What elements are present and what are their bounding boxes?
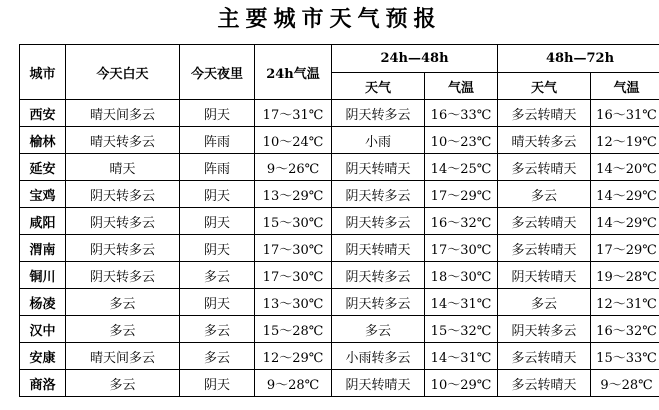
temp-48h-cell: 14～25℃: [425, 154, 498, 181]
table-row: [20, 343, 659, 370]
city-cell: 延安: [20, 154, 66, 181]
forecast-table: [19, 44, 659, 397]
weather-72h-cell: 多云转晴天: [498, 208, 591, 235]
temp-48h-cell: 10～29℃: [425, 370, 498, 397]
temp-72h-cell: 14～20℃: [591, 154, 659, 181]
city-cell: 渭南: [20, 235, 66, 262]
header-city: 城市: [20, 45, 66, 100]
table-row: [20, 100, 659, 127]
weather-72h-cell: 晴天转多云: [498, 127, 591, 154]
temp-24h-cell: 15～30℃: [255, 208, 332, 235]
today-day-cell: 阴天转多云: [66, 208, 180, 235]
weather-72h-cell: 多云: [498, 289, 591, 316]
temp-48h-cell: 16～33℃: [425, 100, 498, 127]
weather-48h-cell: 阴天转多云: [332, 181, 425, 208]
today-night-cell: 阴天: [180, 100, 255, 127]
city-cell: 咸阳: [20, 208, 66, 235]
temp-48h-cell: 15～32℃: [425, 316, 498, 343]
header-temp-72h: 气温: [591, 73, 659, 100]
weather-48h-cell: 阴天转多云: [332, 100, 425, 127]
temp-48h-cell: 16～32℃: [425, 208, 498, 235]
today-night-cell: 阴天: [180, 181, 255, 208]
temp-48h-cell: 18～30℃: [425, 262, 498, 289]
today-day-cell: 阴天转多云: [66, 235, 180, 262]
temp-24h-cell: 10～24℃: [255, 127, 332, 154]
header-temp-24h: 24h气温: [255, 45, 332, 100]
temp-24h-cell: 15～28℃: [255, 316, 332, 343]
city-cell: 宝鸡: [20, 181, 66, 208]
table-row: [20, 289, 659, 316]
table-row: [20, 127, 659, 154]
today-night-cell: 阴天: [180, 289, 255, 316]
temp-72h-cell: 16～31℃: [591, 100, 659, 127]
header-today-night: 今天夜里: [180, 45, 255, 100]
weather-48h-cell: 阴天转晴天: [332, 235, 425, 262]
header-weather-72h: 天气: [498, 73, 591, 100]
today-day-cell: 晴天间多云: [66, 100, 180, 127]
temp-72h-cell: 19～28℃: [591, 262, 659, 289]
today-night-cell: 多云: [180, 262, 255, 289]
page-title: 主要城市天气预报: [217, 6, 442, 32]
weather-48h-cell: 小雨转多云: [332, 343, 425, 370]
temp-72h-cell: 12～19℃: [591, 127, 659, 154]
weather-72h-cell: 多云: [498, 181, 591, 208]
today-day-cell: 多云: [66, 289, 180, 316]
table-row: [20, 154, 659, 181]
table-row: [20, 181, 659, 208]
today-day-cell: 多云: [66, 316, 180, 343]
header-today-day: 今天白天: [66, 45, 180, 100]
temp-72h-cell: 14～29℃: [591, 181, 659, 208]
today-day-cell: 阴天转多云: [66, 262, 180, 289]
weather-48h-cell: 阴天转晴天: [332, 154, 425, 181]
today-night-cell: 多云: [180, 316, 255, 343]
city-cell: 商洛: [20, 370, 66, 397]
temp-72h-cell: 9～28℃: [591, 370, 659, 397]
temp-24h-cell: 17～31℃: [255, 100, 332, 127]
temp-72h-cell: 17～29℃: [591, 235, 659, 262]
header-weather-48h: 天气: [332, 73, 425, 100]
today-night-cell: 阴天: [180, 208, 255, 235]
temp-24h-cell: 13～30℃: [255, 289, 332, 316]
weather-48h-cell: 阴天转多云: [332, 208, 425, 235]
today-day-cell: 阴天转多云: [66, 181, 180, 208]
today-night-cell: 阵雨: [180, 127, 255, 154]
weather-72h-cell: 多云转晴天: [498, 100, 591, 127]
temp-48h-cell: 10～23℃: [425, 127, 498, 154]
weather-72h-cell: 阴天转多云: [498, 316, 591, 343]
header-group-48-72h: 48h—72h: [498, 45, 659, 73]
city-cell: 榆林: [20, 127, 66, 154]
today-day-cell: 晴天: [66, 154, 180, 181]
weather-72h-cell: 多云转晴天: [498, 370, 591, 397]
city-cell: 西安: [20, 100, 66, 127]
weather-72h-cell: 多云转晴天: [498, 235, 591, 262]
temp-24h-cell: 17～30℃: [255, 235, 332, 262]
weather-48h-cell: 阴天转多云: [332, 262, 425, 289]
weather-48h-cell: 多云: [332, 316, 425, 343]
weather-48h-cell: 阴天转晴天: [332, 370, 425, 397]
temp-48h-cell: 14～31℃: [425, 343, 498, 370]
weather-72h-cell: 多云转晴天: [498, 343, 591, 370]
temp-24h-cell: 9～26℃: [255, 154, 332, 181]
weather-48h-cell: 阴天转多云: [332, 289, 425, 316]
today-day-cell: 晴天转多云: [66, 127, 180, 154]
city-cell: 汉中: [20, 316, 66, 343]
temp-48h-cell: 17～29℃: [425, 181, 498, 208]
temp-48h-cell: 14～31℃: [425, 289, 498, 316]
header-group-24-48h: 24h—48h: [332, 45, 498, 73]
today-day-cell: 多云: [66, 370, 180, 397]
today-day-cell: 晴天间多云: [66, 343, 180, 370]
table-row: [20, 235, 659, 262]
weather-48h-cell: 小雨: [332, 127, 425, 154]
temp-72h-cell: 15～33℃: [591, 343, 659, 370]
city-cell: 铜川: [20, 262, 66, 289]
temp-24h-cell: 17～30℃: [255, 262, 332, 289]
today-night-cell: 阴天: [180, 370, 255, 397]
temp-48h-cell: 17～30℃: [425, 235, 498, 262]
today-night-cell: 阴天: [180, 235, 255, 262]
city-cell: 杨凌: [20, 289, 66, 316]
weather-72h-cell: 多云转晴天: [498, 154, 591, 181]
today-night-cell: 多云: [180, 343, 255, 370]
forecast-table-body: [20, 100, 659, 397]
temp-72h-cell: 12～31℃: [591, 289, 659, 316]
weather-72h-cell: 阴天转晴天: [498, 262, 591, 289]
temp-72h-cell: 14～29℃: [591, 208, 659, 235]
table-row: [20, 262, 659, 289]
table-row: [20, 208, 659, 235]
city-cell: 安康: [20, 343, 66, 370]
today-night-cell: 阵雨: [180, 154, 255, 181]
temp-24h-cell: 9～28℃: [255, 370, 332, 397]
table-row: [20, 370, 659, 397]
temp-24h-cell: 12～29℃: [255, 343, 332, 370]
header-temp-48h: 气温: [425, 73, 498, 100]
table-row: [20, 316, 659, 343]
temp-72h-cell: 16～32℃: [591, 316, 659, 343]
temp-24h-cell: 13～29℃: [255, 181, 332, 208]
